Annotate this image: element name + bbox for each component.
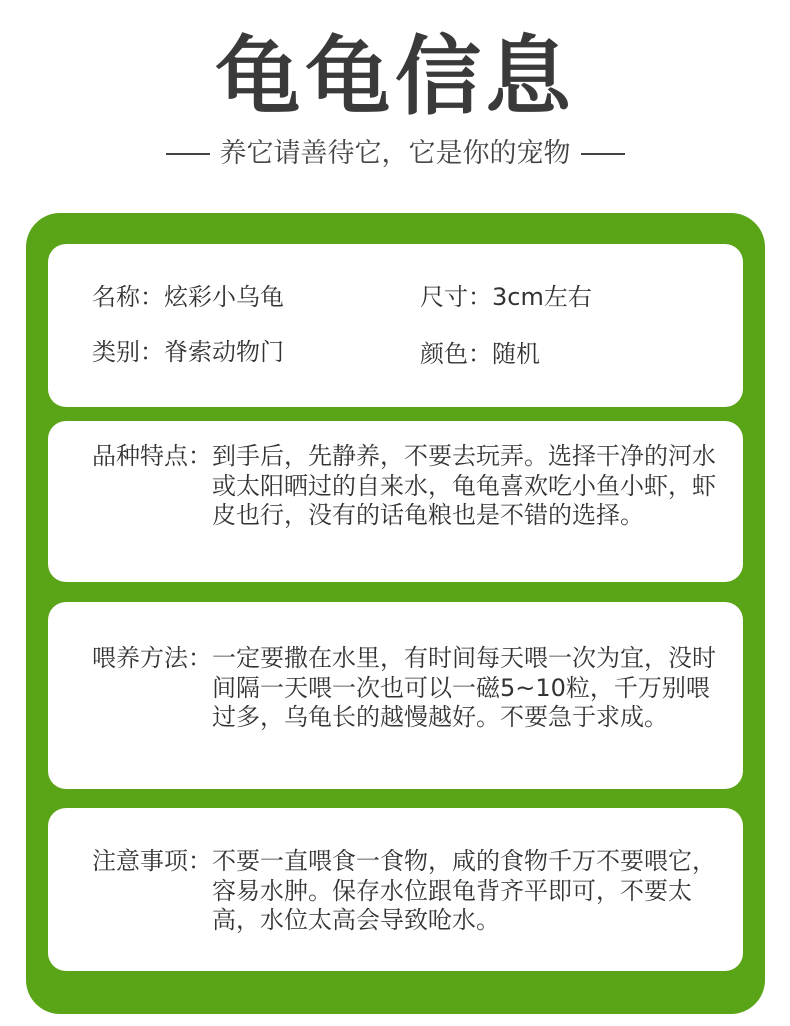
section-text: 到手后，先静养，不要去玩弄。选择干净的河水或太阳晒过的自来水，龟龟喜欢吃小鱼小虾，虾皮也行，没有的话龟粮也是不错的选择。 [212, 442, 716, 529]
subtitle-right-divider [581, 153, 625, 155]
subtitle-left-divider [166, 153, 210, 155]
subtitle-row [0, 134, 790, 174]
section-label: 注意事项： [92, 847, 212, 875]
feeding-method-card [48, 602, 743, 789]
section-label: 喂养方法： [92, 644, 212, 672]
section-text: 一定要撒在水里，有时间每天喂一次为宜，没时间隔一天喂一次也可以一磁5~10粒，千万别喂过多，乌龟长的越慢越好。不要急于求成。 [212, 644, 716, 731]
info-color: 颜色：随机 [420, 340, 540, 368]
info-name: 名称：炫彩小乌龟 [92, 283, 284, 311]
page-title: 龟龟信息 [215, 27, 575, 127]
precautions-card [48, 808, 743, 971]
info-size: 尺寸：3cm左右 [420, 283, 592, 311]
variety-features-paragraph [92, 442, 732, 531]
variety-features-card [48, 421, 743, 582]
basic-info-card [48, 244, 743, 407]
info-category: 类别：脊索动物门 [92, 338, 284, 366]
section-label: 品种特点： [92, 442, 212, 470]
precautions-paragraph [92, 847, 732, 936]
subtitle: 养它请善待它，它是你的宠物 [219, 138, 571, 169]
section-text: 不要一直喂食一食物，咸的食物千万不要喂它，容易水肿。保存水位跟龟背齐平即可，不要太高，水位太高会导致呛水。 [212, 847, 716, 934]
feeding-method-paragraph [92, 644, 732, 733]
